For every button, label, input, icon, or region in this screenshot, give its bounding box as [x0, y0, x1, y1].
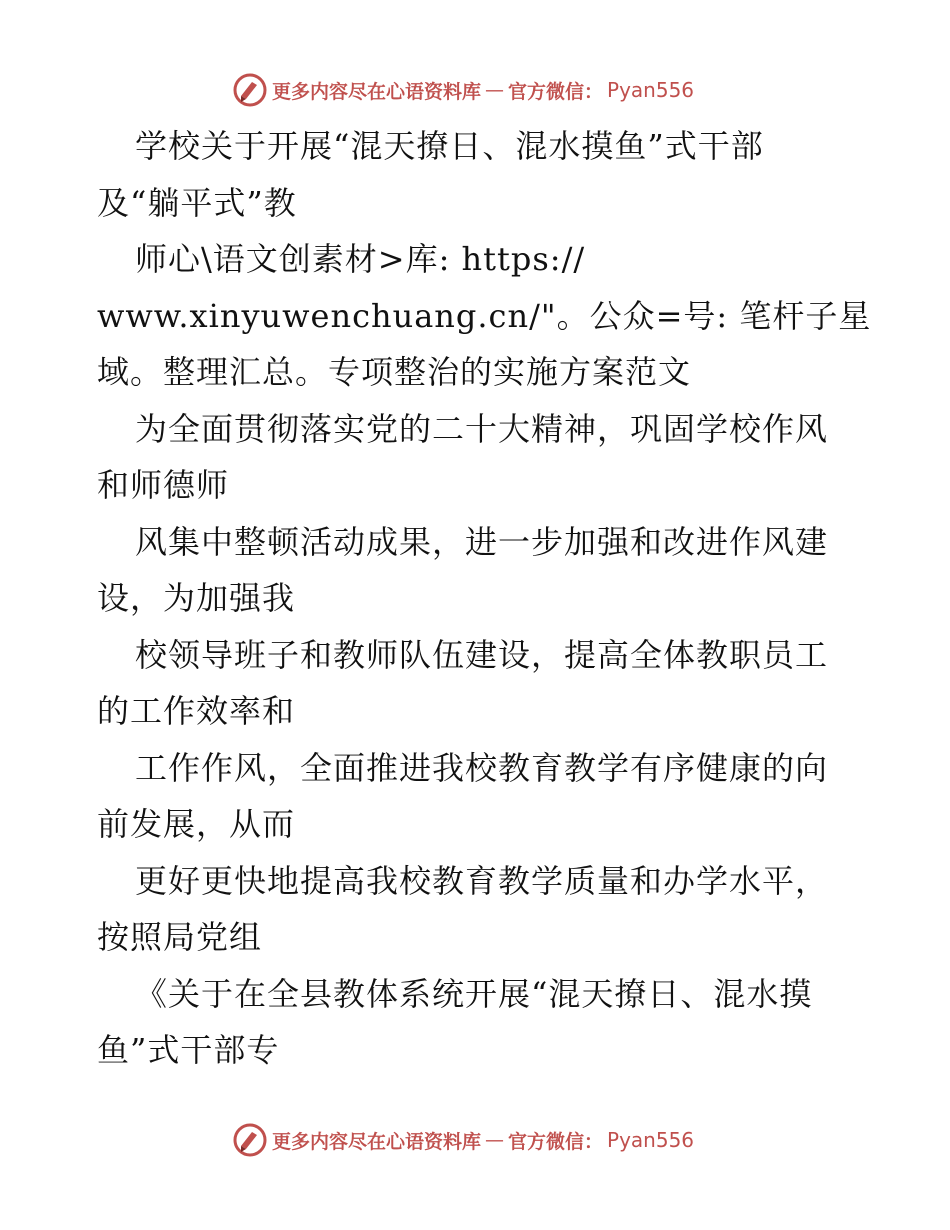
- doc-line: 的工作效率和: [97, 692, 296, 730]
- doc-line: www.xinyuwenchuang.cn/"。公众=号: 笔杆子星: [97, 296, 872, 335]
- header-watermark-banner: [232, 70, 694, 110]
- doc-line: 校领导班子和教师队伍建设，提高全体教职员工: [135, 635, 829, 674]
- doc-line: 更好更快地提高我校教育教学质量和办学水平，: [135, 861, 829, 900]
- doc-line: 前发展，从而: [97, 805, 296, 843]
- doc-line: 师心\语文创素材>库: https://: [135, 240, 586, 278]
- document-body: [97, 118, 872, 1079]
- banner-wechat-id: Pyan556: [607, 78, 695, 102]
- banner-wechat-label: 官方微信：: [508, 1130, 604, 1153]
- banner-title: 更多内容尽在心语资料库: [272, 1130, 482, 1153]
- doc-line: 鱼”式干部专: [97, 1031, 280, 1069]
- brand-logo-icon: [232, 1122, 268, 1158]
- footer-watermark-banner: [232, 1120, 694, 1160]
- doc-line: 工作作风，全面推进我校教育教学有序健康的向: [135, 748, 829, 787]
- doc-line: 域。整理汇总。专项整治的实施方案范文: [97, 353, 692, 391]
- doc-line: 为全面贯彻落实党的二十大精神，巩固学校作风: [135, 409, 829, 448]
- banner-title: 更多内容尽在心语资料库: [272, 80, 482, 103]
- doc-line: 及“躺平式”教: [97, 183, 297, 222]
- brand-logo-icon: [232, 72, 268, 108]
- doc-line: 学校关于开展“混天撩日、混水摸鱼”式干部: [135, 127, 764, 165]
- doc-line: 按照局党组: [97, 918, 263, 956]
- banner-wechat-id: Pyan556: [607, 1128, 695, 1152]
- doc-line: 和师德师: [97, 466, 230, 504]
- doc-line: 设，为加强我: [97, 579, 296, 617]
- doc-line: 风集中整顿活动成果，进一步加强和改进作风建: [135, 522, 829, 561]
- banner-separator: —: [485, 79, 505, 101]
- doc-line: 《关于在全县教体系统开展“混天撩日、混水摸: [135, 974, 813, 1013]
- banner-separator: —: [485, 1129, 505, 1151]
- banner-wechat-label: 官方微信：: [508, 80, 604, 103]
